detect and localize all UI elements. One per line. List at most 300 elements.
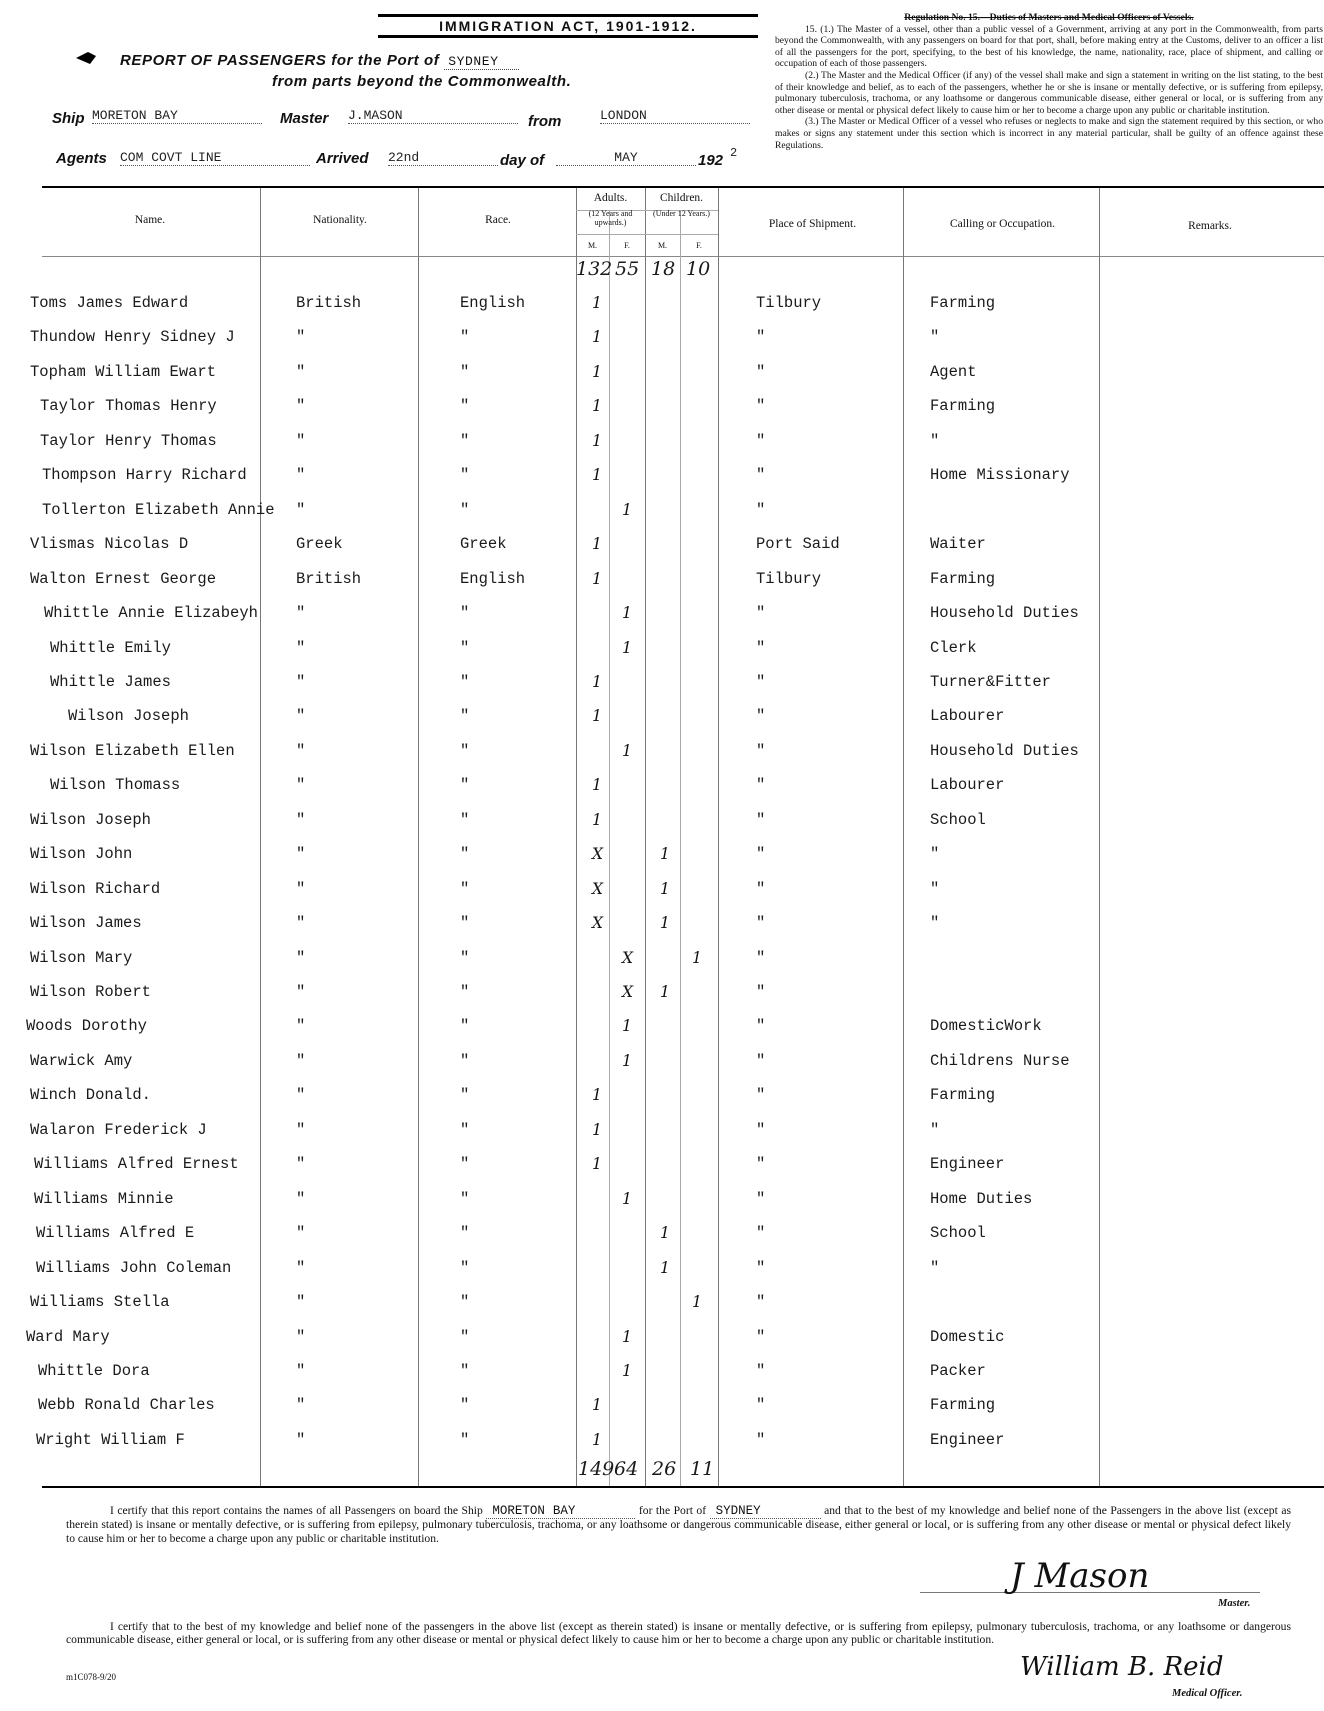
- passenger-row: [0, 466, 1324, 498]
- total-child-female: 11: [690, 1458, 715, 1480]
- passenger-occupation: Clerk: [930, 638, 977, 657]
- child-male-mark: 1: [660, 1258, 670, 1277]
- passenger-race: ": [460, 431, 470, 450]
- passenger-race: ": [460, 1051, 470, 1070]
- adult-male-mark: 1: [592, 328, 602, 347]
- passenger-place-of-shipment: ": [756, 362, 766, 381]
- passenger-place-of-shipment: ": [756, 1155, 766, 1174]
- passenger-nationality: ": [296, 1224, 306, 1243]
- passenger-name: Wright William F: [36, 1430, 185, 1449]
- passenger-row: [0, 811, 1324, 843]
- master-certificate: [66, 1504, 1291, 1545]
- passenger-row: [0, 501, 1324, 533]
- master-cert-text-b: for the Port of: [638, 1504, 707, 1517]
- adult-female-mark: 1: [622, 1017, 632, 1036]
- passenger-nationality: ": [296, 1258, 306, 1277]
- passenger-race: ": [460, 879, 470, 898]
- passenger-race: ": [460, 328, 470, 347]
- passenger-race: ": [460, 983, 470, 1001]
- act-title: IMMIGRATION ACT, 1901-1912.: [378, 14, 758, 38]
- passenger-occupation: Packer: [930, 1361, 986, 1380]
- passenger-occupation: Farming: [930, 569, 996, 588]
- passenger-race: ": [460, 776, 470, 795]
- pointing-hand-icon: [76, 52, 96, 64]
- adult-female-mark: 1: [622, 604, 632, 623]
- subheader-child-female-count: 10: [686, 258, 711, 280]
- from-label: from: [528, 113, 562, 130]
- passenger-race: ": [460, 1224, 470, 1243]
- passenger-occupation: Engineer: [930, 1430, 1005, 1449]
- passenger-place-of-shipment: ": [756, 1396, 766, 1415]
- passenger-name: Wilson Robert: [30, 983, 151, 1001]
- adult-male-mark: X: [592, 879, 604, 898]
- medical-officer-certificate: [66, 1620, 1291, 1647]
- col-header-adults: Adults.: [593, 192, 628, 204]
- regulation-para-2: (2.) The Master and the Medical Officer (if any) of the vessel shall make and sign a statement in writing on the list stating, to the best of their knowledge and belief, as to each of the passengers, whether he or she is insane or mentally defective, or is suffering from epilepsy, pulmonary tuberculosis, trachoma, or any loathsome or dangerous communicable disease, either general or local, or is suffering from any other disease or mental or physical defect likely to cause him or her to become a charge upon any public or charitable institution.: [775, 69, 1323, 116]
- passenger-occupation: Household Duties: [930, 604, 1079, 623]
- passenger-row: [0, 639, 1324, 671]
- passenger-name: Taylor Henry Thomas: [40, 431, 217, 450]
- adult-male-mark: 1: [592, 362, 602, 381]
- passenger-nationality: ": [296, 1327, 306, 1346]
- total-child-male: 26: [652, 1458, 677, 1480]
- adult-male-mark: 1: [592, 1430, 602, 1449]
- passenger-occupation: ": [930, 879, 940, 898]
- passenger-occupation: Engineer: [930, 1155, 1005, 1174]
- passenger-nationality: ": [296, 431, 306, 450]
- adult-male-mark: 1: [592, 1396, 602, 1415]
- passenger-race: ": [460, 672, 470, 691]
- passenger-nationality: ": [296, 1189, 306, 1208]
- passenger-place-of-shipment: ": [756, 466, 766, 485]
- subheader-child-male-count: 18: [651, 258, 676, 280]
- passenger-race: ": [460, 914, 470, 933]
- passenger-nationality: ": [296, 604, 306, 623]
- child-male-mark: 1: [660, 1224, 670, 1243]
- passenger-nationality: ": [296, 1086, 306, 1105]
- col-header-adults-m: M.: [587, 241, 598, 250]
- passenger-place-of-shipment: ": [756, 638, 766, 657]
- regulation-notice: [775, 12, 1323, 151]
- passenger-race: ": [460, 1396, 470, 1415]
- adult-male-mark: 1: [592, 707, 602, 726]
- passenger-race: ": [460, 741, 470, 760]
- passenger-occupation: Home Duties: [930, 1189, 1033, 1208]
- passenger-row: [0, 570, 1324, 602]
- report-title: [120, 52, 519, 69]
- regulation-para-3: (3.) The Master or Medical Officer of a vessel who refuses or neglects to make and sign the statement required by this section, or who makes or signs any statement under this section which is incorrect in any material particular, shall be guilty of an offence against these Regulations.: [775, 116, 1323, 151]
- ship-value: MORETON BAY: [92, 108, 262, 124]
- adult-male-mark: 1: [592, 466, 602, 485]
- passenger-occupation: School: [930, 810, 986, 829]
- passenger-nationality: ": [296, 1396, 306, 1415]
- passenger-occupation: Childrens Nurse: [930, 1051, 1070, 1070]
- passenger-race: ": [460, 1361, 470, 1380]
- passenger-name: Whittle Emily: [50, 638, 171, 657]
- table-top-rule: [42, 186, 1324, 188]
- passenger-race: ": [460, 604, 470, 623]
- passenger-occupation: ": [930, 431, 940, 450]
- passenger-name: Williams Minnie: [34, 1189, 174, 1208]
- passenger-place-of-shipment: ": [756, 983, 766, 1001]
- passenger-race: ": [460, 466, 470, 485]
- passenger-place-of-shipment: ": [756, 1430, 766, 1449]
- adult-female-mark: X: [622, 983, 634, 1001]
- passenger-name: Thompson Harry Richard: [42, 466, 247, 485]
- passenger-row: [0, 432, 1324, 464]
- passenger-row: [0, 742, 1324, 774]
- passenger-name: Ward Mary: [26, 1327, 110, 1346]
- passenger-row: [0, 1121, 1324, 1153]
- passenger-row: [0, 983, 1324, 1015]
- total-adult-male: 149: [578, 1458, 615, 1480]
- passenger-place-of-shipment: ": [756, 948, 766, 967]
- passenger-race: ": [460, 1327, 470, 1346]
- passenger-occupation: ": [930, 328, 940, 347]
- passenger-place-of-shipment: ": [756, 1327, 766, 1346]
- passenger-occupation: Labourer: [930, 707, 1005, 726]
- passenger-name: Wilson Joseph: [30, 810, 151, 829]
- arrived-day-value: 22nd: [388, 150, 498, 166]
- master-label: Master: [280, 110, 329, 127]
- passenger-occupation: Farming: [930, 1086, 996, 1105]
- passenger-row: [0, 1155, 1324, 1187]
- passenger-place-of-shipment: Port Said: [756, 535, 840, 554]
- passenger-row: [0, 1086, 1324, 1118]
- adult-male-mark: 1: [592, 1120, 602, 1139]
- passenger-race: ": [460, 1293, 470, 1312]
- port-value: SYDNEY: [444, 54, 518, 70]
- adult-female-mark: 1: [622, 500, 632, 519]
- subheader-adult-male-count: 132: [576, 258, 613, 280]
- child-male-mark: 1: [660, 914, 670, 933]
- passenger-nationality: ": [296, 914, 306, 933]
- passenger-nationality: ": [296, 776, 306, 795]
- passenger-nationality: ": [296, 1017, 306, 1036]
- passenger-race: ": [460, 1086, 470, 1105]
- passenger-row: [0, 1259, 1324, 1291]
- passenger-place-of-shipment: ": [756, 879, 766, 898]
- master-signature: J Mason: [1010, 1556, 1150, 1596]
- passenger-place-of-shipment: ": [756, 1224, 766, 1243]
- passenger-place-of-shipment: ": [756, 672, 766, 691]
- passenger-row: [0, 914, 1324, 946]
- passenger-name: Toms James Edward: [30, 294, 189, 312]
- passenger-name: Wilson John: [30, 845, 133, 864]
- passenger-place-of-shipment: ": [756, 1361, 766, 1380]
- passenger-row: [0, 776, 1324, 808]
- col-header-children-m: M.: [657, 241, 668, 250]
- adult-female-mark: 1: [622, 741, 632, 760]
- passenger-race: ": [460, 397, 470, 416]
- passenger-nationality: ": [296, 672, 306, 691]
- passenger-row: [0, 707, 1324, 739]
- header-bottom-rule: [42, 256, 1324, 257]
- passenger-row: [0, 604, 1324, 636]
- passenger-place-of-shipment: ": [756, 810, 766, 829]
- adult-female-mark: X: [622, 948, 634, 967]
- col-header-children-note: (Under 12 Years.): [653, 209, 710, 218]
- passenger-occupation: ": [930, 845, 940, 864]
- passenger-row: [0, 1328, 1324, 1360]
- sex-rule: [576, 234, 718, 235]
- passenger-row: [0, 1224, 1324, 1256]
- passenger-race: ": [460, 1430, 470, 1449]
- passenger-nationality: ": [296, 1293, 306, 1312]
- passenger-place-of-shipment: Tilbury: [756, 294, 822, 312]
- col-header-children: Children.: [659, 192, 704, 204]
- adult-female-mark: 1: [622, 1189, 632, 1208]
- day-of-label: day of: [500, 152, 545, 169]
- regulation-title: Regulation No. 15.—Duties of Masters and Medical Officers of Vessels.: [904, 12, 1194, 23]
- passenger-place-of-shipment: ": [756, 1086, 766, 1105]
- passenger-race: Greek: [460, 535, 507, 554]
- passenger-place-of-shipment: ": [756, 431, 766, 450]
- passenger-place-of-shipment: ": [756, 500, 766, 519]
- passenger-name: Walaron Frederick J: [30, 1120, 207, 1139]
- passenger-race: English: [460, 294, 526, 312]
- passenger-race: English: [460, 569, 526, 588]
- passenger-name: Woods Dorothy: [26, 1017, 147, 1036]
- adult-female-mark: 1: [622, 1327, 632, 1346]
- adult-male-mark: 1: [592, 776, 602, 795]
- passenger-place-of-shipment: ": [756, 397, 766, 416]
- passenger-nationality: ": [296, 466, 306, 485]
- passenger-name: Vlismas Nicolas D: [30, 535, 189, 554]
- passenger-name: Wilson Mary: [30, 948, 133, 967]
- passenger-nationality: ": [296, 741, 306, 760]
- passenger-name: Williams John Coleman: [36, 1258, 232, 1277]
- master-value: J.MASON: [348, 108, 518, 124]
- passenger-place-of-shipment: ": [756, 741, 766, 760]
- passenger-place-of-shipment: ": [756, 1051, 766, 1070]
- child-female-mark: 1: [692, 1293, 702, 1312]
- passenger-race: ": [460, 1189, 470, 1208]
- passenger-name: Whittle Dora: [38, 1361, 150, 1380]
- report-subtitle: from parts beyond the Commonwealth.: [272, 73, 572, 90]
- adult-female-mark: 1: [622, 1361, 632, 1380]
- passenger-race: ": [460, 638, 470, 657]
- passenger-race: ": [460, 845, 470, 864]
- passenger-race: ": [460, 362, 470, 381]
- passenger-row: [0, 535, 1324, 567]
- passenger-row: [0, 880, 1324, 912]
- agents-value: COM COVT LINE: [120, 150, 310, 166]
- passenger-nationality: British: [296, 294, 362, 312]
- passenger-nationality: ": [296, 1361, 306, 1380]
- passenger-row: [0, 328, 1324, 360]
- passenger-nationality: ": [296, 810, 306, 829]
- passenger-nationality: ": [296, 983, 306, 1001]
- adult-male-mark: X: [592, 914, 604, 933]
- passenger-occupation: ": [930, 1120, 940, 1139]
- passenger-row: [0, 673, 1324, 705]
- master-cert-text-a: I certify that this report contains the names of all Passengers on board the Ship: [110, 1504, 483, 1517]
- col-header-children-f: F.: [696, 241, 702, 250]
- passenger-name: Topham William Ewart: [30, 362, 217, 381]
- adult-male-mark: 1: [592, 672, 602, 691]
- passenger-row: [0, 294, 1324, 326]
- passenger-place-of-shipment: ": [756, 845, 766, 864]
- passenger-nationality: ": [296, 397, 306, 416]
- passenger-name: Wilson James: [30, 914, 142, 933]
- subheader-counts-row: [0, 258, 1324, 290]
- child-male-mark: 1: [660, 983, 670, 1001]
- passenger-place-of-shipment: ": [756, 1189, 766, 1208]
- col-header-name: Name.: [134, 214, 166, 226]
- passenger-nationality: ": [296, 1051, 306, 1070]
- passenger-nationality: ": [296, 948, 306, 967]
- passenger-row: [0, 363, 1324, 395]
- col-header-nationality: Nationality.: [313, 214, 367, 226]
- passenger-place-of-shipment: ": [756, 1293, 766, 1312]
- passenger-row: [0, 845, 1324, 877]
- passenger-name: Williams Stella: [30, 1293, 170, 1312]
- adult-male-mark: 1: [592, 294, 602, 312]
- passenger-name: Webb Ronald Charles: [38, 1396, 215, 1415]
- passenger-name: Tollerton Elizabeth Annie: [42, 500, 275, 519]
- passenger-name: Winch Donald.: [30, 1086, 151, 1105]
- passenger-nationality: British: [296, 569, 362, 588]
- passenger-occupation: Waiter: [930, 535, 986, 554]
- passenger-name: Williams Alfred E: [36, 1224, 195, 1243]
- passenger-race: ": [460, 948, 470, 967]
- passenger-race: ": [460, 810, 470, 829]
- medical-officer-role-label: Medical Officer.: [1172, 1688, 1243, 1699]
- passenger-row: [0, 1190, 1324, 1222]
- passenger-place-of-shipment: ": [756, 707, 766, 726]
- passenger-nationality: Greek: [296, 535, 343, 554]
- col-header-occupation: Calling or Occupation.: [949, 218, 1056, 230]
- adult-male-mark: 1: [592, 535, 602, 554]
- passenger-row: [0, 1293, 1324, 1325]
- passenger-name: Thundow Henry Sidney J: [30, 328, 235, 347]
- passenger-row: [0, 397, 1324, 429]
- passenger-occupation: Agent: [930, 362, 977, 381]
- child-female-mark: 1: [692, 948, 702, 967]
- adult-female-mark: 1: [622, 1051, 632, 1070]
- col-header-adults-note: (12 Years and upwards.): [588, 209, 633, 227]
- col-header-place-of-shipment: Place of Shipment.: [768, 218, 857, 230]
- form-code: m1C078-9/20: [66, 1672, 117, 1682]
- passenger-name: Wilson Thomass: [50, 776, 181, 795]
- medical-cert-text: I certify that to the best of my knowledge and belief none of the passengers in the above list (except as therein stated) is insane or mentally defective, or is suffering from epilepsy, pulmonary tuberculosis, trachoma, or any loathsome or dangerous communicable disease, either general or local, or is suffering from any other disease or mental or physical defect likely to cause him or her to become a charge upon any public or charitable institution.: [66, 1620, 1291, 1647]
- regulation-para-1: 15. (1.) The Master of a vessel, other than a public vessel of a Government, arriving at any port in the Commonwealth, from parts beyond the Commonwealth, with any passengers on board for that port, shall, before making entry at the Customs, deliver to an officer a list of all the passengers for the port, specifying, to the best of his knowledge, the name, nationality, race, place of shipment, and calling or occupation of each of those passengers.: [775, 23, 1323, 70]
- passenger-occupation: DomesticWork: [930, 1017, 1042, 1036]
- year-suffix: 2: [730, 146, 738, 160]
- adult-male-mark: 1: [592, 397, 602, 416]
- passenger-race: ": [460, 1258, 470, 1277]
- child-male-mark: 1: [660, 845, 670, 864]
- passenger-name: Taylor Thomas Henry: [40, 397, 217, 416]
- year-prefix: 192: [698, 152, 724, 169]
- passenger-race: ": [460, 500, 470, 519]
- passenger-occupation: Home Missionary: [930, 466, 1070, 485]
- passenger-nationality: ": [296, 707, 306, 726]
- passenger-occupation: School: [930, 1224, 986, 1243]
- col-header-remarks: Remarks.: [1188, 220, 1232, 232]
- passenger-name: Wilson Joseph: [68, 707, 189, 726]
- passenger-race: ": [460, 707, 470, 726]
- passenger-place-of-shipment: ": [756, 1120, 766, 1139]
- adult-male-mark: 1: [592, 810, 602, 829]
- master-cert-port: SYDNEY: [710, 1504, 821, 1519]
- adult-male-mark: 1: [592, 1086, 602, 1105]
- child-male-mark: 1: [660, 879, 670, 898]
- passenger-place-of-shipment: ": [756, 604, 766, 623]
- passenger-occupation: Farming: [930, 294, 996, 312]
- passenger-name: Whittle James: [50, 672, 171, 691]
- passenger-nationality: ": [296, 1155, 306, 1174]
- passenger-nationality: ": [296, 328, 306, 347]
- passenger-occupation: Farming: [930, 397, 996, 416]
- passenger-nationality: ": [296, 500, 306, 519]
- passenger-occupation: Labourer: [930, 776, 1005, 795]
- passenger-name: Williams Alfred Ernest: [34, 1155, 239, 1174]
- passenger-nationality: ": [296, 362, 306, 381]
- passenger-row: [0, 1396, 1324, 1428]
- adult-male-mark: X: [592, 845, 604, 864]
- passenger-nationality: ": [296, 1120, 306, 1139]
- adult-female-mark: 1: [622, 638, 632, 657]
- agents-label: Agents: [56, 150, 107, 167]
- passenger-nationality: ": [296, 845, 306, 864]
- passenger-race: ": [460, 1155, 470, 1174]
- col-header-adults-f: F.: [624, 241, 630, 250]
- passenger-row: [0, 1017, 1324, 1049]
- passenger-name: Warwick Amy: [30, 1051, 133, 1070]
- passenger-race: ": [460, 1120, 470, 1139]
- passenger-nationality: ": [296, 1430, 306, 1449]
- passenger-name: Wilson Richard: [30, 879, 161, 898]
- master-role-label: Master.: [1218, 1598, 1251, 1609]
- passenger-nationality: ": [296, 879, 306, 898]
- arrived-label: Arrived: [316, 150, 369, 167]
- passenger-place-of-shipment: Tilbury: [756, 569, 822, 588]
- total-adult-female: 64: [614, 1458, 639, 1480]
- passenger-place-of-shipment: ": [756, 1258, 766, 1277]
- passenger-name: Whittle Annie Elizabeyh: [44, 604, 258, 623]
- medical-officer-signature: William B. Reid: [1020, 1652, 1224, 1682]
- passenger-occupation: ": [930, 1258, 940, 1277]
- passenger-place-of-shipment: ": [756, 776, 766, 795]
- passenger-place-of-shipment: ": [756, 328, 766, 347]
- passenger-nationality: ": [296, 638, 306, 657]
- passenger-row: [0, 1362, 1324, 1394]
- passenger-occupation: Household Duties: [930, 741, 1079, 760]
- passenger-name: Wilson Elizabeth Ellen: [30, 741, 235, 760]
- passenger-row: [0, 949, 1324, 981]
- passenger-occupation: Domestic: [930, 1327, 1005, 1346]
- adult-male-mark: 1: [592, 1155, 602, 1174]
- passenger-place-of-shipment: ": [756, 914, 766, 933]
- ship-label: Ship: [52, 110, 85, 127]
- passenger-row: [0, 1052, 1324, 1084]
- from-value: LONDON: [600, 108, 750, 124]
- subheader-adult-female-count: 55: [615, 258, 640, 280]
- report-title-prefix: REPORT OF PASSENGERS for the Port of: [120, 52, 440, 69]
- passenger-name: Walton Ernest George: [30, 569, 217, 588]
- master-cert-ship: MORETON BAY: [486, 1504, 635, 1519]
- passenger-occupation: ": [930, 914, 940, 933]
- passenger-place-of-shipment: ": [756, 1017, 766, 1036]
- month-value: MAY: [556, 150, 696, 166]
- master-cert-text-c: and that to the best of my knowledge and belief none of the Passengers in the above list (except as therein stated) is insane or mentally defective, or is suffering from epilepsy, pulmonary tuberculosis, trachoma, or any loathsome or dangerous communicable disease, either general or local, or is suffering from any other disease or mental or physical defect likely to cause him or her to become a charge upon any public or charitable institution.: [66, 1504, 1291, 1545]
- passenger-occupation: Farming: [930, 1396, 996, 1415]
- adult-male-mark: 1: [592, 431, 602, 450]
- col-header-race: Race.: [485, 214, 511, 226]
- passenger-occupation: Turner&Fitter: [930, 672, 1051, 691]
